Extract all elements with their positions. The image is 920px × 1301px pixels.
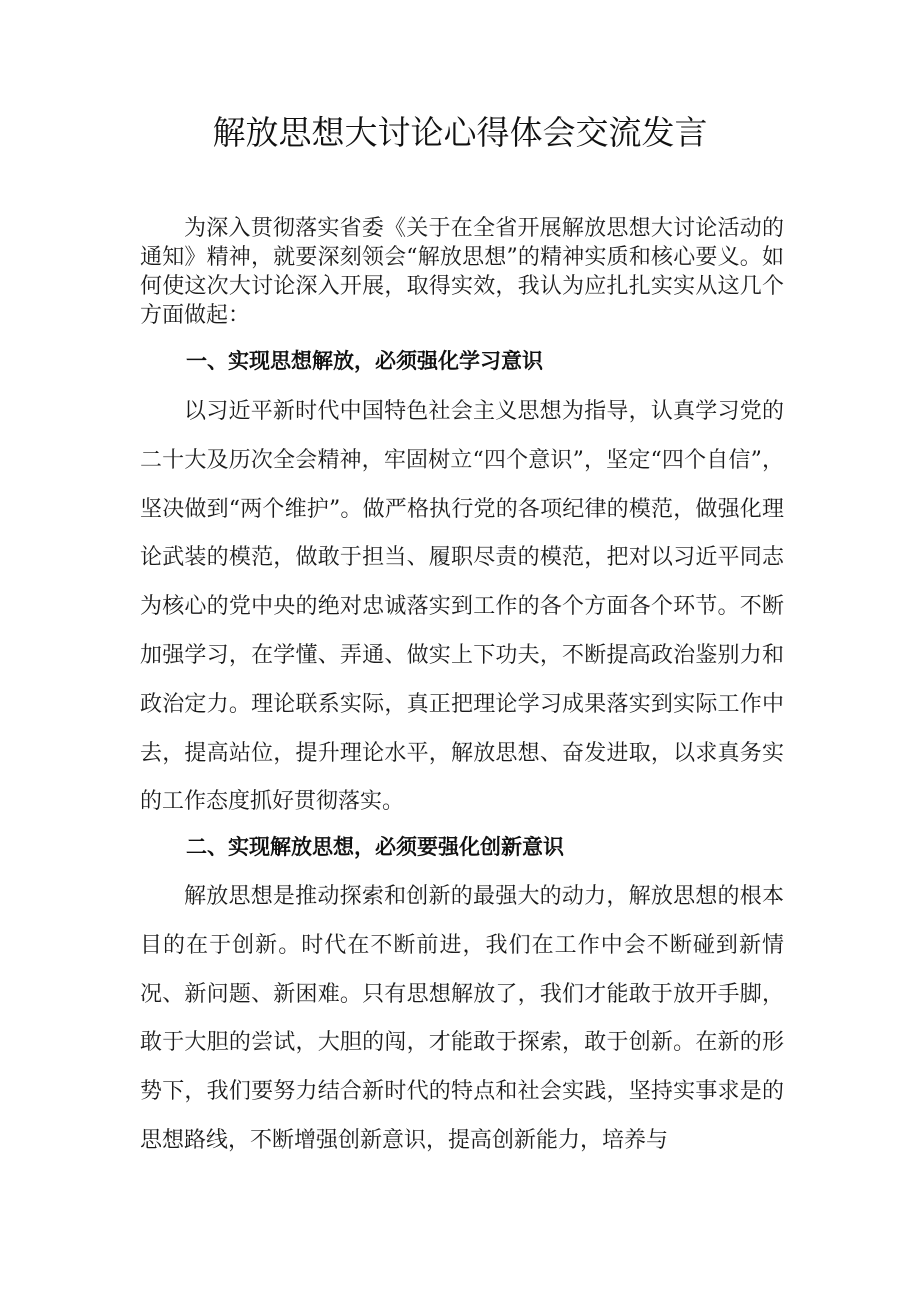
section-1-paragraph: 以习近平新时代中国特色社会主义思想为指导，认真学习党的二十大及历次全会精神，牢固树立“四个意识”，坚定“四个自信”，坚决做到“两个维护”。做严格执行党的各项纪律的模范，做强化理论武装的模范，做敢于担当、履职尽责的模范，把对以习近平同志为核心的党中央的绝对忠诚落实到工作的各个方面各个环节。不断加强学习，在学懂、弄通、做实上下功夫，不断提高政治鉴别力和政治定力。理论联系实际，真正把理论学习成果落实到实际工作中去，提高站位，提升理论水平，解放思想、奋发进取，以求真务实的工作态度抓好贯彻落实。 <box>140 399 784 815</box>
section-2-heading: 二、实现解放思想，必须要强化创新意识 <box>186 835 564 859</box>
section-1-heading: 一、实现思想解放，必须强化学习意识 <box>186 349 543 373</box>
document-title: 解放思想大讨论心得体会交流发言 <box>212 113 708 152</box>
section-2-paragraph: 解放思想是推动探索和创新的最强大的动力，解放思想的根本目的在于创新。时代在不断前进，我们在工作中会不断碰到新情况、新问题、新困难。只有思想解放了，我们才能敢于放开手脚，敢于大胆的尝试，大胆的闯，才能敢于探索，敢于创新。在新的形势下，我们要努力结合新时代的特点和社会实践，坚持实事求是的思想路线，不断增强创新意识，提高创新能力，培养与 <box>140 884 784 1153</box>
intro-paragraph: 为深入贯彻落实省委《关于在全省开展解放思想大讨论活动的通知》精神，就要深刻领会“解放思想”的精神实质和核心要义。如何使这次大讨论深入开展，取得实效，我认为应扎扎实实从这几个方面做起： <box>140 216 784 328</box>
